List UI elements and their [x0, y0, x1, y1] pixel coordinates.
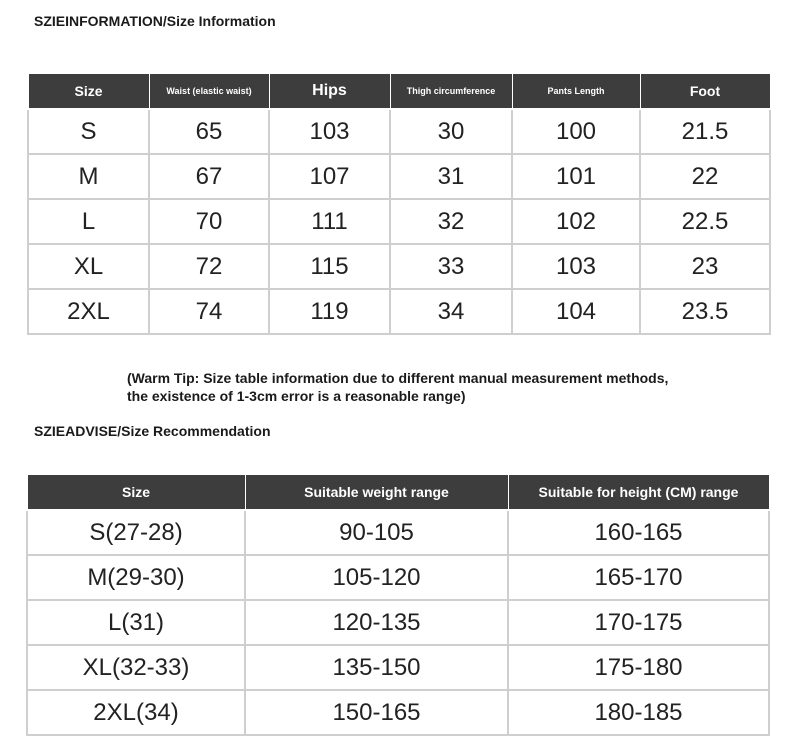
- cell-height: 175-180: [508, 645, 769, 690]
- cell-height: 160-165: [508, 510, 769, 555]
- cell-size: S(27-28): [27, 510, 245, 555]
- size-recommendation-table: [26, 473, 770, 736]
- header-waist: Waist (elastic waist): [149, 73, 269, 109]
- table-row: [28, 199, 770, 244]
- cell-pants-length: 104: [512, 289, 640, 334]
- header-foot: Foot: [640, 73, 770, 109]
- header-hips: Hips: [269, 73, 390, 109]
- table-row: [27, 645, 769, 690]
- cell-pants-length: 102: [512, 199, 640, 244]
- cell-thigh: 33: [390, 244, 512, 289]
- size-recommendation-title: SZIEADVISE/Size Recommendation: [34, 423, 271, 439]
- cell-waist: 70: [149, 199, 269, 244]
- cell-hips: 111: [269, 199, 390, 244]
- cell-hips: 119: [269, 289, 390, 334]
- cell-pants-length: 101: [512, 154, 640, 199]
- cell-foot: 22.5: [640, 199, 770, 244]
- cell-weight: 120-135: [245, 600, 508, 645]
- cell-size: M(29-30): [27, 555, 245, 600]
- cell-size: XL: [28, 244, 149, 289]
- warm-tip-line-1: (Warm Tip: Size table information due to different manual measurement methods,: [127, 370, 669, 386]
- cell-hips: 107: [269, 154, 390, 199]
- cell-thigh: 32: [390, 199, 512, 244]
- cell-thigh: 31: [390, 154, 512, 199]
- cell-size: L(31): [27, 600, 245, 645]
- cell-hips: 103: [269, 109, 390, 154]
- cell-weight: 105-120: [245, 555, 508, 600]
- header-thigh: Thigh circumference: [390, 73, 512, 109]
- cell-foot: 23.5: [640, 289, 770, 334]
- warm-tip-line-2: the existence of 1-3cm error is a reasonable range): [127, 388, 466, 404]
- cell-size: M: [28, 154, 149, 199]
- table-row: [28, 289, 770, 334]
- header-weight-range: Suitable weight range: [245, 474, 508, 510]
- cell-size: L: [28, 199, 149, 244]
- cell-pants-length: 103: [512, 244, 640, 289]
- cell-weight: 90-105: [245, 510, 508, 555]
- table-row: [28, 154, 770, 199]
- header-pants-length: Pants Length: [512, 73, 640, 109]
- cell-waist: 72: [149, 244, 269, 289]
- cell-weight: 150-165: [245, 690, 508, 735]
- cell-height: 170-175: [508, 600, 769, 645]
- table-row: [27, 690, 769, 735]
- cell-height: 180-185: [508, 690, 769, 735]
- table-row: [27, 600, 769, 645]
- cell-waist: 67: [149, 154, 269, 199]
- table-row: [27, 555, 769, 600]
- header-size: Size: [27, 474, 245, 510]
- table-row: [28, 244, 770, 289]
- size-information-title: SZIEINFORMATION/Size Information: [34, 13, 276, 29]
- cell-waist: 74: [149, 289, 269, 334]
- table-row: [28, 109, 770, 154]
- cell-height: 165-170: [508, 555, 769, 600]
- table-header-row: [27, 474, 769, 510]
- cell-size: XL(32-33): [27, 645, 245, 690]
- cell-size: 2XL: [28, 289, 149, 334]
- cell-weight: 135-150: [245, 645, 508, 690]
- size-information-table: [27, 72, 771, 335]
- warm-tip: [127, 369, 668, 405]
- header-height-range: Suitable for height (CM) range: [508, 474, 769, 510]
- cell-hips: 115: [269, 244, 390, 289]
- cell-waist: 65: [149, 109, 269, 154]
- header-size: Size: [28, 73, 149, 109]
- cell-foot: 21.5: [640, 109, 770, 154]
- cell-thigh: 34: [390, 289, 512, 334]
- table-header-row: [28, 73, 770, 109]
- cell-foot: 22: [640, 154, 770, 199]
- cell-pants-length: 100: [512, 109, 640, 154]
- cell-thigh: 30: [390, 109, 512, 154]
- cell-size: S: [28, 109, 149, 154]
- cell-size: 2XL(34): [27, 690, 245, 735]
- table-row: [27, 510, 769, 555]
- cell-foot: 23: [640, 244, 770, 289]
